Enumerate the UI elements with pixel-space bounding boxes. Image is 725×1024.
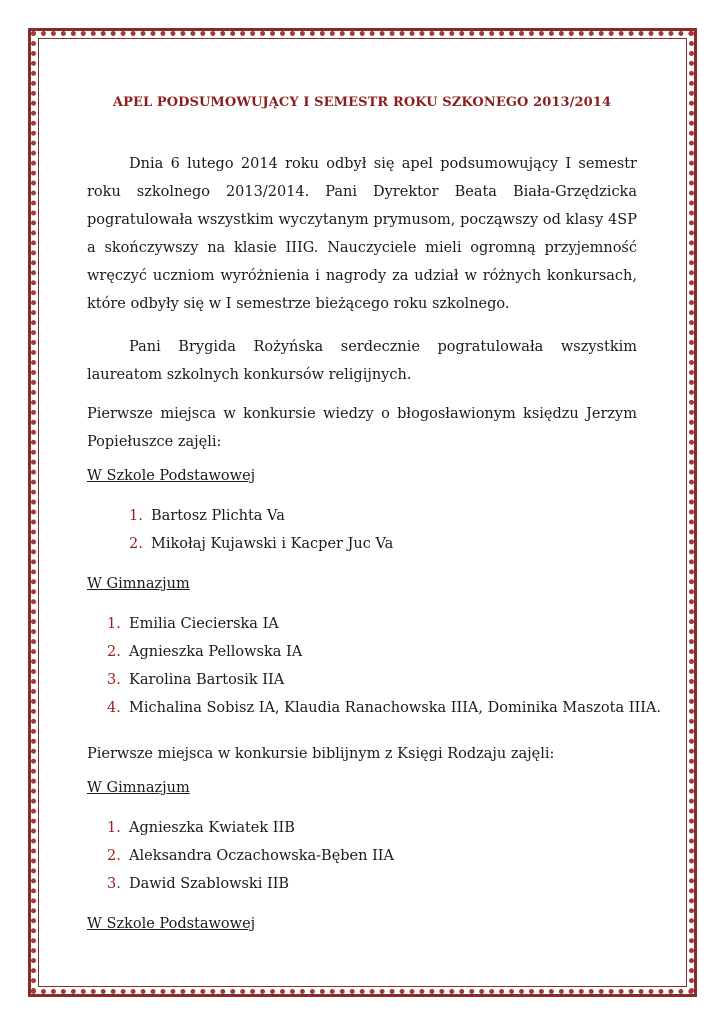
list-item: 2. Agnieszka Pellowska IA — [107, 644, 303, 660]
list-item: 2. Aleksandra Oczachowska-Bęben IIA — [107, 848, 395, 864]
list-item: 2. Mikołaj Kujawski i Kacper Juc Va — [129, 536, 394, 552]
list-item: 3. Dawid Szablowski IIB — [107, 876, 290, 892]
section-heading-sp-1: W Szkole Podstawowej — [87, 468, 256, 484]
section-heading-sp-2: W Szkole Podstawowej — [87, 916, 256, 932]
list-item: 4. Michalina Sobisz IA, Klaudia Ranachowska IIIA, Dominika Maszota IIIA. — [107, 700, 662, 716]
paragraph-contest-1: Pierwsze miejsca w konkursie wiedzy o błogosławionym księdzu Jerzym Popiełuszce zajęli: — [87, 406, 637, 450]
paragraph-congratulations: Pani Brygida Rożyńska serdecznie pogratulowała wszystkim laureatom szkolnych konkursów religijnych. — [87, 339, 637, 383]
list-item: 1. Agnieszka Kwiatek IIB — [107, 820, 295, 836]
paragraph-contest-2: Pierwsze miejsca w konkursie biblijnym z Księgi Rodzaju zajęli: — [87, 746, 555, 762]
list-item: 3. Karolina Bartosik IIA — [107, 672, 285, 688]
list-item: 1. Bartosz Plichta Va — [129, 508, 285, 524]
section-heading-gim-1: W Gimnazjum — [87, 576, 190, 592]
list-item: 1. Emilia Ciecierska IA — [107, 616, 279, 632]
section-heading-gim-2: W Gimnazjum — [87, 780, 190, 796]
paragraph-intro: Dnia 6 lutego 2014 roku odbył się apel podsumowujący I semestr roku szkolnego 2013/2014. Pani Dyrektor Beata Biała-Grzędzicka pogratulowała wszystkim wyczytanym prymusom, począwszy od klasy 4SP a skończywszy na klasie IIIG. Nauczyciele mieli ogromną przyjemność wręczyć uczniom wyróżnienia i nagrody za udział w różnych konkursach, które odbyły się w I semestrze bieżącego roku szkolnego. — [87, 156, 637, 312]
document-title: APEL PODSUMOWUJĄCY I SEMESTR ROKU SZKONEGO 2013/2014 — [112, 95, 612, 110]
